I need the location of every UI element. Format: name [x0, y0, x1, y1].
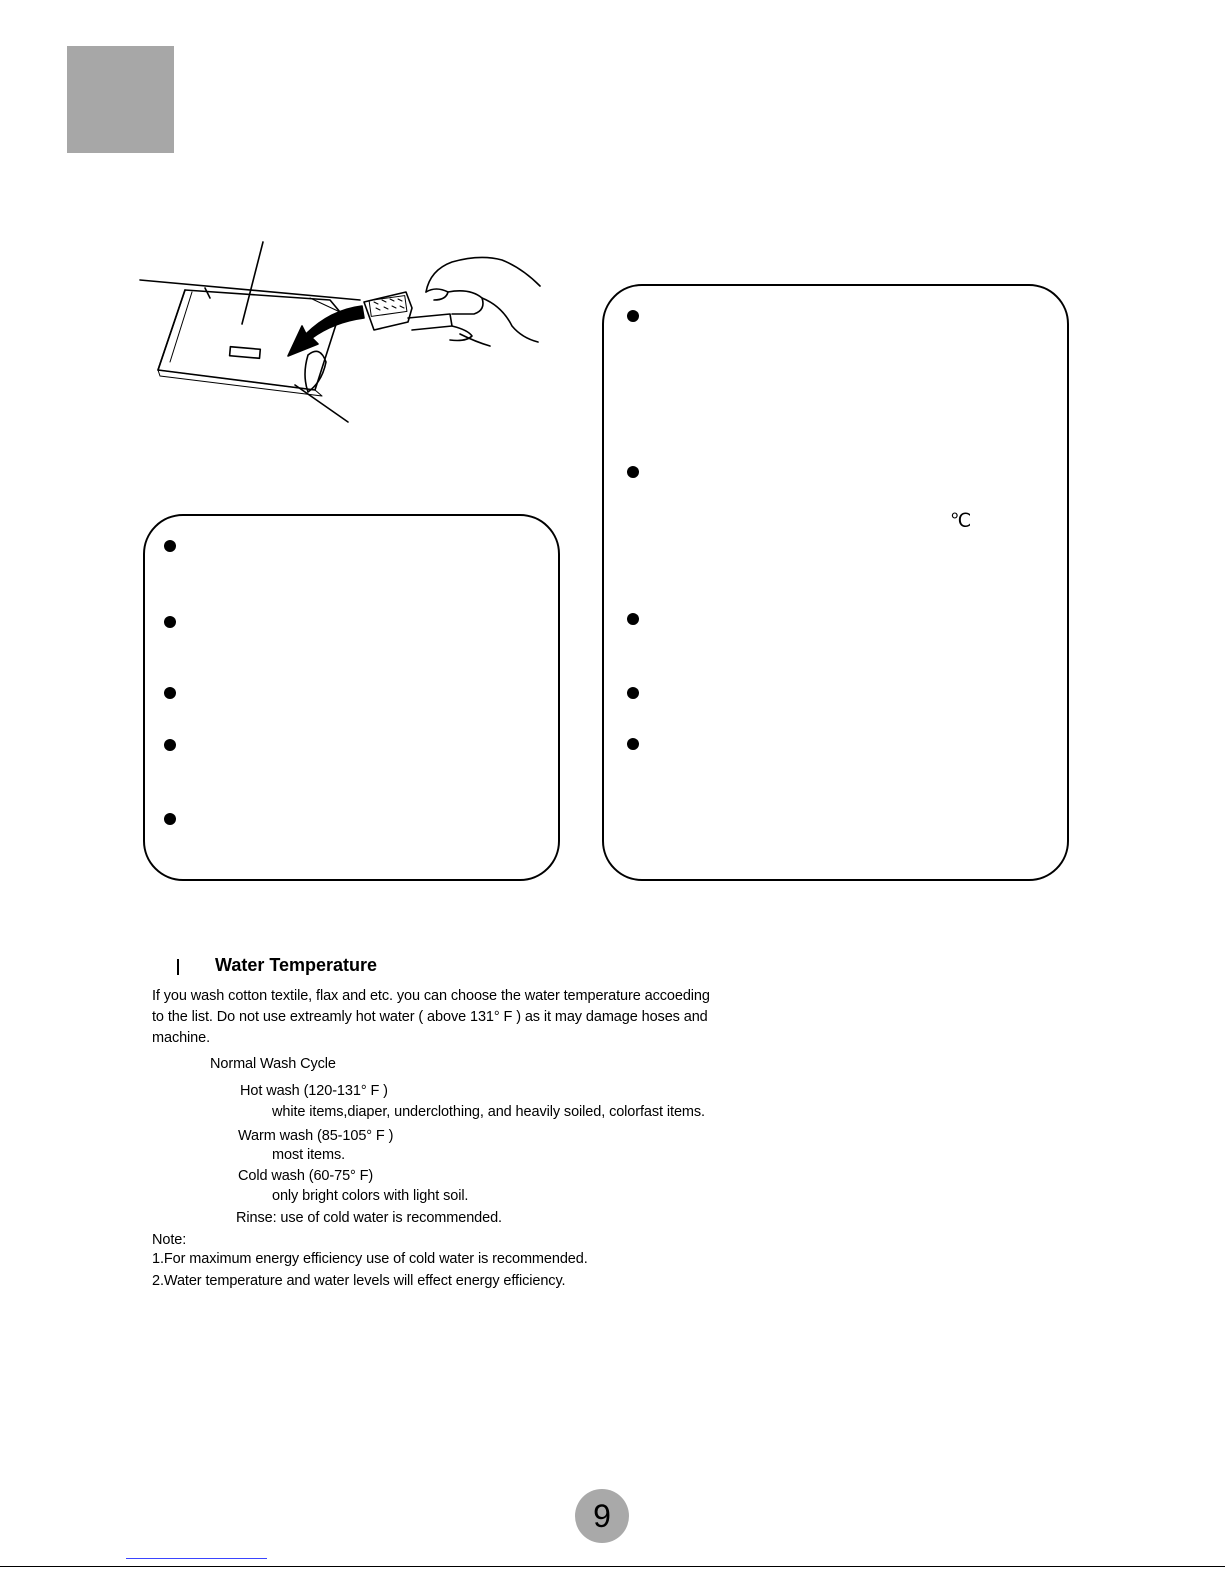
hot-wash-label: Hot wash (120-131° F ) — [240, 1083, 388, 1099]
celsius-symbol: ℃ — [950, 511, 972, 532]
detergent-dispenser-illustration — [130, 230, 590, 440]
footer-divider — [0, 1566, 1225, 1567]
rinse-instruction: Rinse: use of cold water is recommended. — [236, 1210, 502, 1226]
note-item: 2.Water temperature and water levels will effect energy efficiency. — [152, 1273, 566, 1289]
heading-marker — [177, 959, 179, 975]
cold-wash-description: only bright colors with light soil. — [272, 1188, 469, 1204]
cycle-title: Normal Wash Cycle — [210, 1056, 336, 1072]
intro-line: machine. — [152, 1030, 211, 1046]
bullet-marker — [627, 687, 639, 699]
note-label: Note: — [152, 1232, 187, 1248]
bullet-marker — [627, 466, 639, 478]
left-info-panel — [143, 514, 560, 881]
note-item: 1.For maximum energy efficiency use of cold water is recommended. — [152, 1251, 588, 1267]
section-tab-marker — [67, 46, 174, 153]
section-heading-text: Water Temperature — [215, 955, 378, 975]
warm-wash-label: Warm wash (85-105° F ) — [238, 1128, 394, 1144]
link-underline[interactable] — [126, 1558, 267, 1559]
bullet-marker — [164, 540, 176, 552]
bullet-marker — [164, 687, 176, 699]
page-number-badge — [575, 1489, 629, 1543]
bullet-marker — [627, 310, 639, 322]
cold-wash-label: Cold wash (60-75° F) — [238, 1168, 374, 1184]
hot-wash-description: white items,diaper, underclothing, and heavily soiled, colorfast items. — [272, 1104, 705, 1120]
warm-wash-description: most items. — [272, 1147, 346, 1163]
bullet-marker — [627, 613, 639, 625]
right-info-panel — [602, 284, 1069, 881]
intro-line: If you wash cotton textile, flax and etc. you can choose the water temperature accoeding — [152, 988, 710, 1004]
bullet-marker — [164, 616, 176, 628]
bullet-marker — [627, 738, 639, 750]
intro-line: to the list. Do not use extreamly hot water ( above 131° F ) as it may damage hoses and — [152, 1009, 708, 1025]
bullet-marker — [164, 739, 176, 751]
bullet-marker — [164, 813, 176, 825]
page-number: 9 — [593, 1497, 611, 1534]
